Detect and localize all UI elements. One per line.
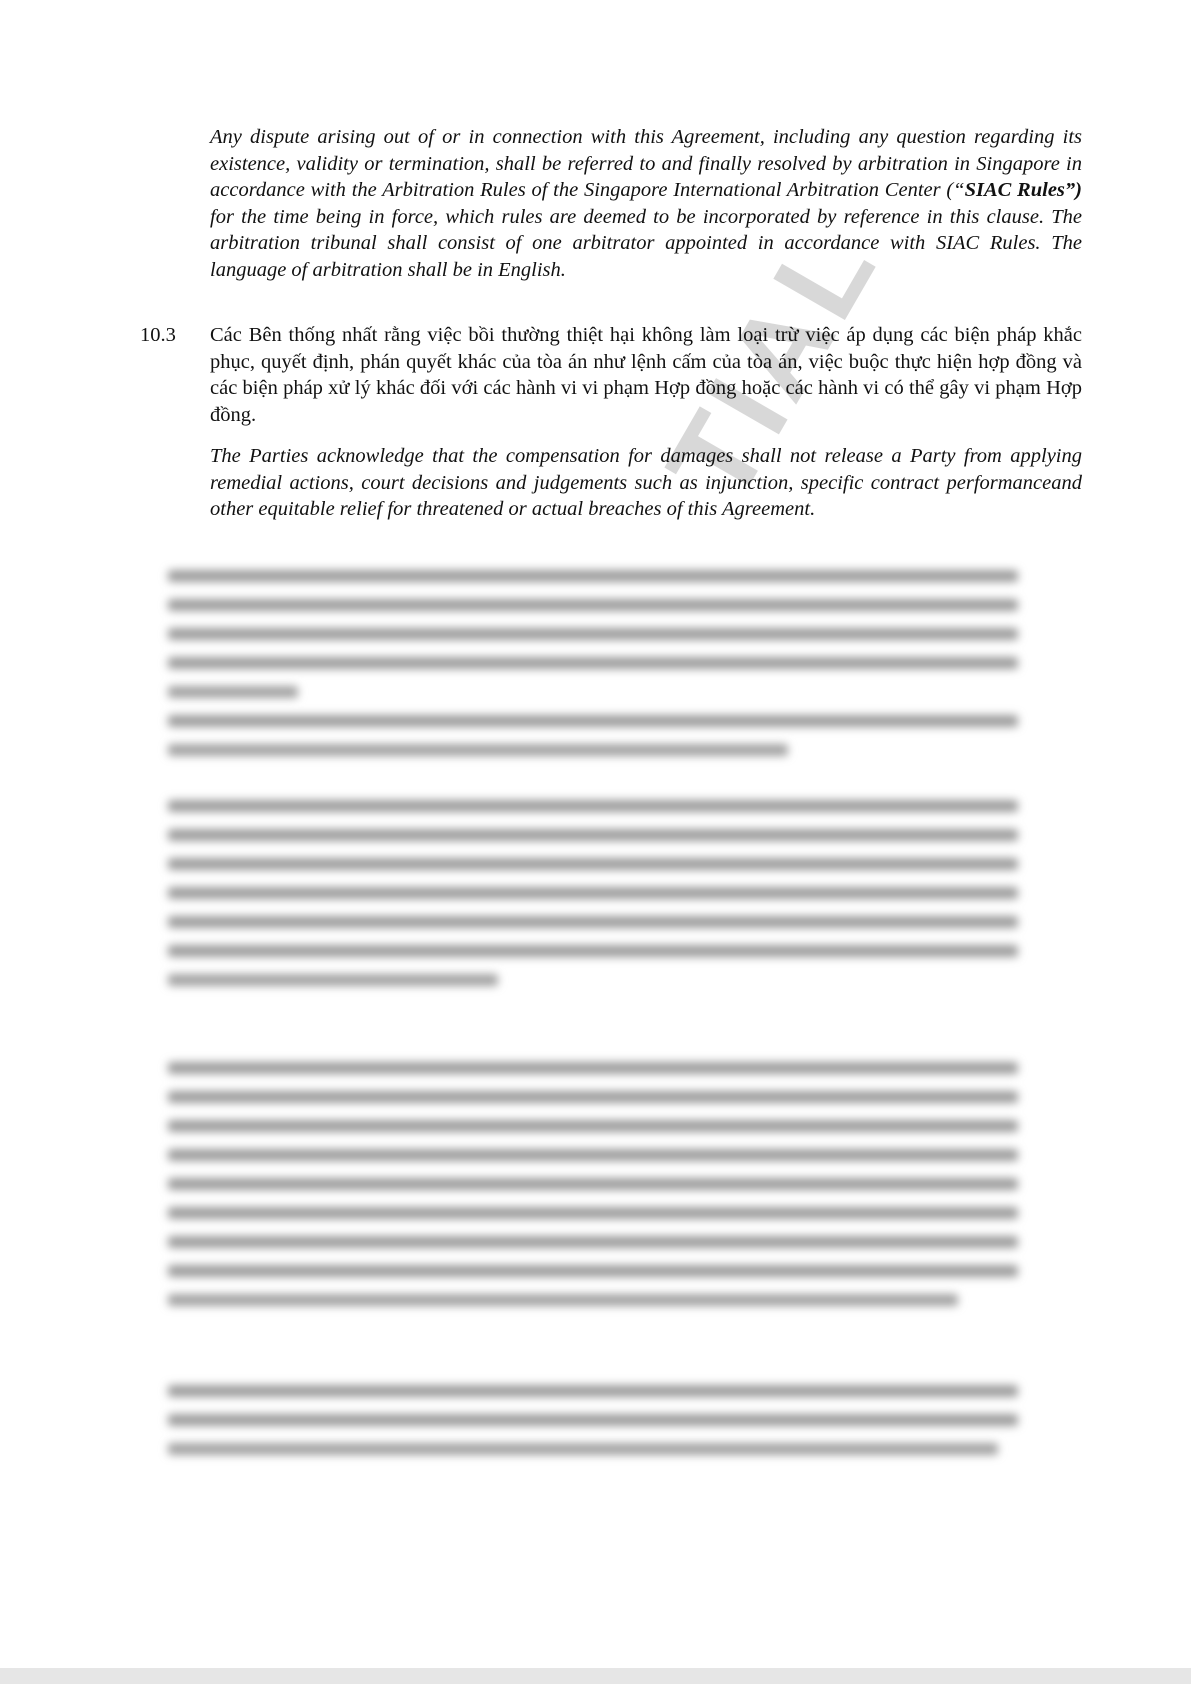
siac-rules-term: SIAC Rules”)	[964, 179, 1082, 202]
blurred-paragraph	[168, 1062, 1018, 1323]
arbitration-text-part2: for the time being in force, which rules are deemed to be incorporated by reference in this clause. The arbitration tribunal shall consist of one arbitrator appointed in accordance with SIAC Rules. The language of arbitration shall be in English.	[210, 205, 1082, 281]
english-arbitration-paragraph	[210, 124, 1082, 284]
blurred-paragraph	[168, 570, 1018, 773]
readable-text-section	[0, 0, 1191, 560]
blurred-paragraph	[168, 800, 1018, 1003]
arbitration-text-part1: Any dispute arising out of or in connection with this Agreement, including any question regarding its existence, validity or termination, shall be referred to and finally resolved by arbitration in Singapore in accordance with the Arbitration Rules of the Singapore International Arbitration Center (“	[210, 126, 1082, 202]
vietnamese-clause-10-3: Các Bên thống nhất rằng việc bồi thường thiệt hại không làm loại trừ việc áp dụng các biện pháp khắc phục, quyết định, phán quyết khác của tòa án như lệnh cấm của tòa án, việc buộc thực hiện hợp đồng và các biện pháp xử lý khác đối với các hành vi vi phạm Hợp đồng hoặc các hành vi có thể gây vi phạm Hợp đồng.	[210, 324, 1082, 426]
page-bottom-edge	[0, 1668, 1191, 1684]
clause-number: 10.3	[140, 324, 176, 346]
english-clause-10-3: The Parties acknowledge that the compensation for damages shall not release a Party from applying remedial actions, court decisions and judgements such as injunction, specific contract performanceand other equitable relief for threatened or actual breaches of this Agreement.	[210, 445, 1082, 521]
blurred-content-region	[0, 560, 1191, 1684]
confidential-watermark: TIAL	[641, 204, 904, 524]
blurred-paragraph	[168, 1385, 1018, 1472]
